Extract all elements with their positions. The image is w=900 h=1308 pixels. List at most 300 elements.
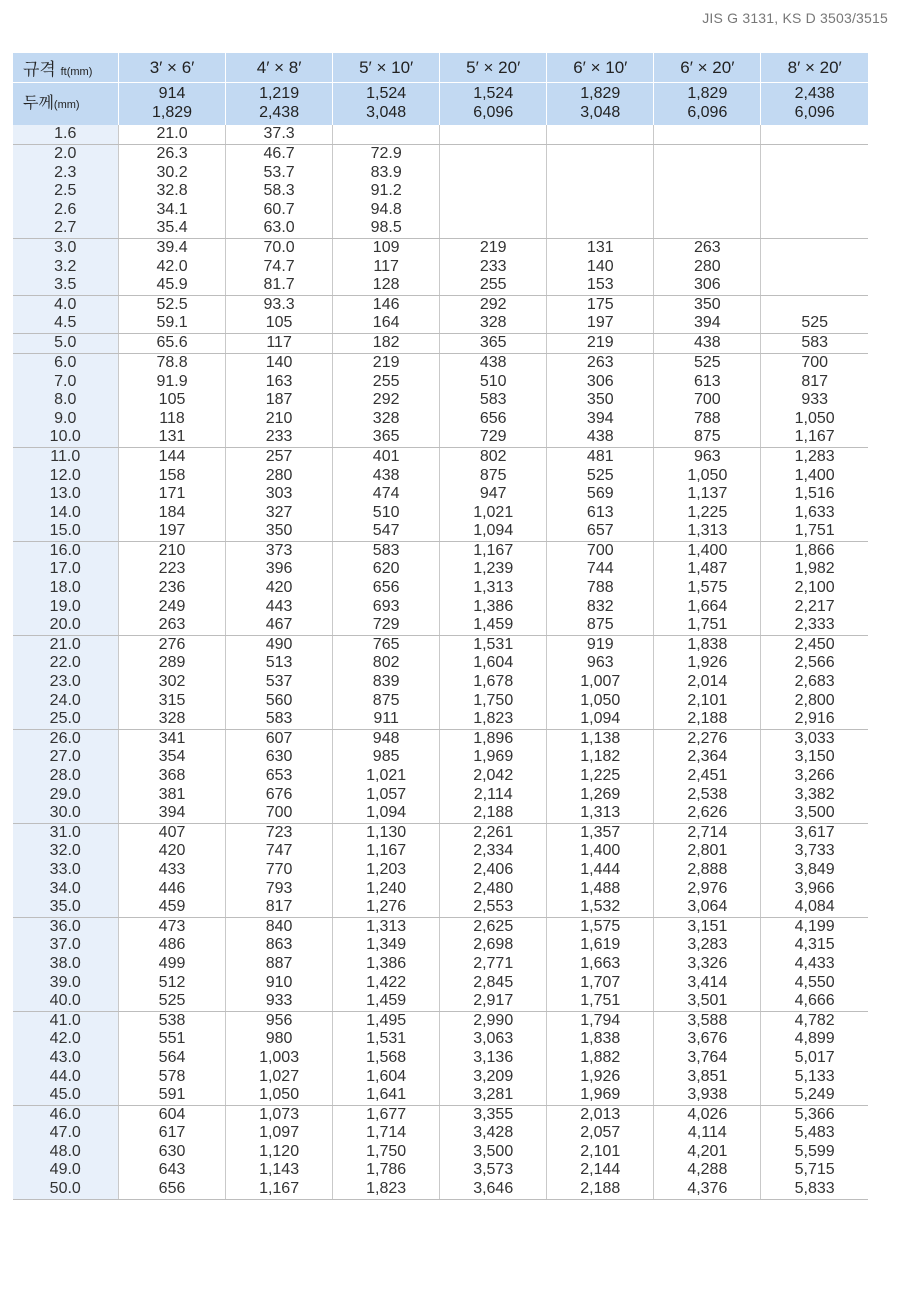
weight-value: 3,063 bbox=[473, 1030, 514, 1048]
column-mm-width: 1,219 bbox=[259, 85, 300, 103]
header-row-sizes bbox=[13, 53, 869, 83]
weight-value: 5,483 bbox=[794, 1124, 835, 1142]
weight-value: 2,188 bbox=[473, 804, 514, 822]
weight-value: 481 bbox=[586, 447, 614, 465]
weight-value: 560 bbox=[265, 691, 293, 709]
weight-value: 30.2 bbox=[156, 163, 188, 181]
weight-value: 1,021 bbox=[366, 767, 407, 784]
thickness-value: 42.0 bbox=[49, 1030, 81, 1048]
weight-value: 2,683 bbox=[794, 673, 835, 691]
thickness-cell bbox=[13, 333, 119, 353]
thickness-cell bbox=[13, 635, 119, 729]
weight-value: 744 bbox=[586, 560, 614, 578]
weight-cell bbox=[440, 333, 547, 353]
weight-value: 257 bbox=[265, 447, 293, 465]
thickness-value: 2.3 bbox=[54, 163, 77, 181]
weight-value: 5,249 bbox=[794, 1086, 835, 1104]
weight-cell bbox=[761, 353, 868, 447]
weight-value: 547 bbox=[372, 522, 400, 540]
weight-cell bbox=[547, 333, 654, 353]
weight-value: 365 bbox=[479, 334, 507, 352]
weight-value: 474 bbox=[372, 485, 400, 503]
weight-value: 276 bbox=[158, 635, 186, 653]
weight-value: 747 bbox=[265, 842, 293, 860]
weight-value: 1,926 bbox=[687, 654, 728, 672]
column-mm-length: 1,829 bbox=[152, 104, 193, 121]
weight-cell bbox=[761, 333, 868, 353]
weight-value: 525 bbox=[693, 353, 721, 371]
weight-value: 60.7 bbox=[263, 200, 295, 218]
weight-cell bbox=[654, 823, 761, 917]
weight-value: 643 bbox=[158, 1161, 186, 1179]
thickness-cell bbox=[13, 541, 119, 635]
weight-value: 1,313 bbox=[687, 522, 728, 540]
weight-value: 2,406 bbox=[473, 860, 514, 878]
weight-value: 4,288 bbox=[687, 1161, 728, 1179]
weight-value: 306 bbox=[586, 372, 614, 390]
weight-value: 1,167 bbox=[473, 541, 514, 559]
weight-value: 4,026 bbox=[687, 1105, 728, 1123]
weight-cell bbox=[226, 635, 333, 729]
weight-cell bbox=[761, 1011, 868, 1105]
thickness-value: 47.0 bbox=[49, 1124, 81, 1142]
weight-cell bbox=[333, 729, 440, 823]
weight-value: 3,428 bbox=[473, 1124, 514, 1142]
column-mm-length: 6,096 bbox=[687, 104, 728, 121]
weight-value: 158 bbox=[158, 466, 186, 484]
weight-cell bbox=[654, 729, 761, 823]
weight-value: 3,355 bbox=[473, 1105, 514, 1123]
weight-cell bbox=[440, 145, 547, 239]
weight-value: 59.1 bbox=[156, 314, 188, 332]
weight-value: 1,838 bbox=[687, 635, 728, 653]
weight-value: 947 bbox=[479, 485, 507, 503]
header-row-mm bbox=[13, 83, 869, 126]
weight-value: 2,888 bbox=[687, 860, 728, 878]
weight-value: 164 bbox=[372, 314, 400, 332]
weight-cell bbox=[440, 447, 547, 541]
weight-value: 1,444 bbox=[580, 860, 621, 878]
column-mm-header bbox=[654, 83, 761, 126]
thickness-value: 34.0 bbox=[49, 879, 81, 897]
weight-value: 128 bbox=[372, 276, 400, 294]
thickness-value: 10.0 bbox=[49, 428, 81, 446]
weight-value: 2,114 bbox=[473, 785, 513, 803]
weight-value: 1,619 bbox=[580, 936, 621, 954]
weight-value: 1,678 bbox=[473, 673, 514, 691]
thickness-cell bbox=[13, 238, 119, 295]
weight-cell bbox=[226, 1011, 333, 1105]
table-row bbox=[13, 1011, 869, 1105]
thickness-unit: (mm) bbox=[53, 98, 80, 111]
weight-value: 839 bbox=[372, 673, 400, 691]
weight-value: 2,845 bbox=[473, 973, 514, 991]
weight-cell bbox=[119, 917, 226, 1011]
column-mm-width: 1,829 bbox=[687, 85, 728, 103]
column-mm-width: 914 bbox=[158, 85, 186, 103]
weight-value: 197 bbox=[586, 314, 614, 332]
weight-value: 1,664 bbox=[687, 597, 728, 615]
weight-value: 105 bbox=[158, 391, 186, 409]
weight-value: 1,349 bbox=[366, 936, 407, 954]
weight-value: 510 bbox=[372, 503, 400, 521]
weight-value: 2,990 bbox=[473, 1011, 514, 1029]
column-size-header: 3′ × 6′ bbox=[119, 53, 226, 83]
spec-label: 규격 bbox=[23, 60, 56, 79]
weight-value: 146 bbox=[372, 295, 400, 313]
weight-value: 53.7 bbox=[263, 163, 295, 181]
weight-value: 219 bbox=[372, 353, 400, 371]
weight-value: 407 bbox=[158, 823, 186, 841]
weight-value: 729 bbox=[372, 616, 400, 634]
weight-cell bbox=[547, 447, 654, 541]
thickness-value: 6.0 bbox=[54, 353, 77, 371]
weight-value: 37.3 bbox=[263, 125, 295, 143]
column-size-header: 4′ × 8′ bbox=[226, 53, 333, 83]
weight-value: 327 bbox=[265, 503, 293, 521]
weight-value: 613 bbox=[693, 372, 721, 390]
thickness-value: 17.0 bbox=[49, 560, 81, 578]
spec-unit: ft(mm) bbox=[60, 66, 93, 78]
weight-value: 1,097 bbox=[259, 1124, 300, 1142]
weight-value: 2,100 bbox=[794, 579, 835, 597]
weight-value: 350 bbox=[265, 522, 293, 540]
weight-value: 653 bbox=[265, 767, 293, 784]
thickness-value: 3.5 bbox=[54, 276, 77, 294]
column-size-header: 6′ × 20′ bbox=[654, 53, 761, 83]
column-mm-length: 3,048 bbox=[366, 104, 407, 121]
weight-value: 2,188 bbox=[687, 710, 728, 728]
weight-cell bbox=[547, 917, 654, 1011]
thickness-value: 1.6 bbox=[54, 125, 77, 143]
weight-cell bbox=[333, 1105, 440, 1199]
weight-value: 3,064 bbox=[687, 898, 728, 916]
weight-value: 1,707 bbox=[580, 973, 621, 991]
column-mm-length: 2,438 bbox=[259, 104, 300, 121]
weight-value: 3,150 bbox=[794, 748, 835, 766]
weight-value: 802 bbox=[372, 654, 400, 672]
thickness-value: 22.0 bbox=[49, 654, 81, 672]
weight-value: 2,333 bbox=[794, 616, 835, 634]
table-body bbox=[13, 125, 869, 1199]
weight-cell bbox=[547, 823, 654, 917]
weight-value: 58.3 bbox=[263, 182, 295, 200]
weight-cell bbox=[119, 447, 226, 541]
weight-value: 2,714 bbox=[687, 823, 728, 841]
thickness-value: 50.0 bbox=[49, 1180, 81, 1198]
weight-cell bbox=[119, 145, 226, 239]
weight-cell bbox=[119, 238, 226, 295]
weight-cell bbox=[440, 917, 547, 1011]
thickness-value: 39.0 bbox=[49, 973, 81, 991]
weight-value: 1,357 bbox=[580, 823, 621, 841]
weight-cell bbox=[761, 823, 868, 917]
weight-cell bbox=[333, 823, 440, 917]
thickness-cell bbox=[13, 447, 119, 541]
weight-value: 4,550 bbox=[794, 973, 835, 991]
thickness-value: 46.0 bbox=[49, 1105, 81, 1123]
weight-cell bbox=[119, 333, 226, 353]
weight-value: 140 bbox=[586, 257, 614, 275]
weight-value: 2,917 bbox=[473, 992, 514, 1010]
weight-cell bbox=[654, 1011, 761, 1105]
weight-cell bbox=[547, 353, 654, 447]
weight-cell bbox=[761, 238, 868, 295]
weight-value: 401 bbox=[372, 447, 400, 465]
weight-value: 770 bbox=[265, 860, 293, 878]
thickness-value: 37.0 bbox=[49, 936, 81, 954]
weight-value: 105 bbox=[265, 314, 293, 332]
weight-value: 1,750 bbox=[473, 691, 514, 709]
weight-cell bbox=[761, 145, 868, 239]
weight-value: 1,838 bbox=[580, 1030, 621, 1048]
weight-value: 153 bbox=[586, 276, 614, 294]
weight-value: 5,715 bbox=[794, 1161, 835, 1179]
weight-value: 117 bbox=[373, 257, 399, 275]
weight-value: 1,167 bbox=[259, 1180, 300, 1198]
weight-cell bbox=[654, 917, 761, 1011]
weight-value: 78.8 bbox=[156, 353, 188, 371]
weight-value: 1,050 bbox=[687, 466, 728, 484]
standard-label: JIS G 3131, KS D 3503/3515 bbox=[702, 10, 888, 26]
weight-value: 1,531 bbox=[473, 635, 514, 653]
weight-value: 210 bbox=[158, 541, 186, 559]
weight-cell bbox=[440, 238, 547, 295]
weight-cell bbox=[333, 541, 440, 635]
weight-value: 591 bbox=[158, 1086, 186, 1104]
weight-value: 4,114 bbox=[687, 1124, 727, 1142]
weight-value: 433 bbox=[158, 860, 186, 878]
weight-value: 1,982 bbox=[794, 560, 835, 578]
weight-value: 875 bbox=[479, 466, 507, 484]
column-mm-length: 6,096 bbox=[473, 104, 514, 121]
weight-value: 109 bbox=[372, 238, 400, 256]
weight-value: 963 bbox=[586, 654, 614, 672]
weight-value: 1,604 bbox=[366, 1067, 407, 1085]
weight-value: 197 bbox=[158, 522, 186, 540]
weight-value: 144 bbox=[158, 447, 186, 465]
weight-value: 91.2 bbox=[370, 182, 402, 200]
weight-value: 219 bbox=[479, 238, 507, 256]
weight-cell bbox=[226, 333, 333, 353]
weight-cell bbox=[654, 353, 761, 447]
weight-value: 1,283 bbox=[794, 447, 835, 465]
weight-cell bbox=[119, 541, 226, 635]
weight-value: 263 bbox=[693, 238, 721, 256]
column-mm-length: 3,048 bbox=[580, 104, 621, 121]
weight-value: 3,966 bbox=[794, 879, 835, 897]
weight-value: 5,133 bbox=[794, 1067, 835, 1085]
weight-value: 1,313 bbox=[366, 917, 407, 935]
table-row bbox=[13, 238, 869, 295]
weight-value: 3,500 bbox=[473, 1142, 514, 1160]
weight-cell bbox=[440, 635, 547, 729]
weight-value: 438 bbox=[586, 428, 614, 446]
weight-value: 1,143 bbox=[259, 1161, 300, 1179]
spec-header bbox=[13, 53, 119, 83]
weight-value: 1,073 bbox=[259, 1105, 300, 1123]
weight-value: 2,334 bbox=[473, 842, 514, 860]
weight-value: 306 bbox=[693, 276, 721, 294]
weight-value: 486 bbox=[158, 936, 186, 954]
weight-value: 583 bbox=[265, 710, 293, 728]
thickness-value: 11.0 bbox=[50, 447, 81, 465]
weight-value: 3,382 bbox=[794, 785, 835, 803]
weight-value: 131 bbox=[158, 428, 186, 446]
weight-value: 1,003 bbox=[259, 1048, 300, 1066]
column-size-header: 6′ × 10′ bbox=[547, 53, 654, 83]
thickness-value: 43.0 bbox=[49, 1048, 81, 1066]
weight-cell bbox=[333, 145, 440, 239]
weight-value: 3,266 bbox=[794, 767, 835, 784]
thickness-value: 29.0 bbox=[49, 785, 81, 803]
weight-value: 1,531 bbox=[366, 1030, 407, 1048]
weight-value: 2,144 bbox=[580, 1161, 621, 1179]
table-row bbox=[13, 1105, 869, 1199]
weight-value: 4,376 bbox=[687, 1180, 728, 1198]
thickness-cell bbox=[13, 1105, 119, 1199]
weight-cell bbox=[119, 295, 226, 333]
weight-cell bbox=[761, 295, 868, 333]
weight-value: 3,851 bbox=[687, 1067, 728, 1085]
column-mm-width: 2,438 bbox=[794, 85, 835, 103]
weight-value: 1,896 bbox=[473, 729, 514, 747]
thickness-value: 36.0 bbox=[49, 917, 81, 935]
weight-value: 1,057 bbox=[366, 785, 407, 803]
column-size-header: 8′ × 20′ bbox=[761, 53, 868, 83]
weight-value: 5,366 bbox=[794, 1105, 835, 1123]
weight-value: 656 bbox=[479, 409, 507, 427]
weight-value: 604 bbox=[158, 1105, 186, 1123]
weight-value: 2,916 bbox=[794, 710, 835, 728]
weight-value: 1,386 bbox=[473, 597, 514, 615]
weight-value: 2,261 bbox=[473, 823, 514, 841]
weight-cell bbox=[119, 125, 226, 145]
weight-value: 2,538 bbox=[687, 785, 728, 803]
thickness-value: 26.0 bbox=[49, 729, 81, 747]
weight-cell bbox=[654, 1105, 761, 1199]
thickness-value: 27.0 bbox=[49, 748, 81, 766]
weight-cell bbox=[440, 125, 547, 145]
column-mm-header bbox=[440, 83, 547, 126]
thickness-header bbox=[13, 83, 119, 126]
weight-value: 3,501 bbox=[687, 992, 728, 1010]
weight-value: 4,666 bbox=[794, 992, 835, 1010]
weight-value: 802 bbox=[479, 447, 507, 465]
weight-value: 63.0 bbox=[263, 219, 295, 237]
weight-value: 42.0 bbox=[156, 257, 188, 275]
weight-value: 249 bbox=[158, 597, 186, 615]
thickness-value: 2.5 bbox=[54, 182, 77, 200]
weight-value: 35.4 bbox=[156, 219, 188, 237]
weight-value: 315 bbox=[158, 691, 186, 709]
weight-value: 1,050 bbox=[259, 1086, 300, 1104]
weight-cell bbox=[333, 125, 440, 145]
weight-value: 2,101 bbox=[687, 691, 728, 709]
weight-value: 302 bbox=[158, 673, 186, 691]
thickness-value: 19.0 bbox=[49, 597, 81, 615]
column-mm-header bbox=[547, 83, 654, 126]
thickness-label: 두께 bbox=[23, 94, 54, 112]
weight-cell bbox=[226, 1105, 333, 1199]
weight-value: 5,599 bbox=[794, 1142, 835, 1160]
weight-value: 1,386 bbox=[366, 954, 407, 972]
weight-value: 911 bbox=[373, 710, 399, 728]
weight-value: 1,138 bbox=[580, 729, 621, 747]
thickness-cell bbox=[13, 295, 119, 333]
weight-cell bbox=[654, 447, 761, 541]
weight-value: 2,976 bbox=[687, 879, 728, 897]
weight-value: 1,276 bbox=[366, 898, 407, 916]
weight-value: 1,714 bbox=[366, 1124, 407, 1142]
table-row bbox=[13, 635, 869, 729]
weight-value: 3,676 bbox=[687, 1030, 728, 1048]
weight-cell bbox=[440, 541, 547, 635]
table-header bbox=[13, 53, 869, 125]
weight-cell bbox=[440, 295, 547, 333]
weight-cell bbox=[761, 125, 868, 145]
weight-value: 394 bbox=[158, 804, 186, 822]
weight-value: 3,646 bbox=[473, 1180, 514, 1198]
thickness-value: 3.2 bbox=[54, 257, 77, 275]
weight-value: 793 bbox=[265, 879, 293, 897]
weight-value: 2,057 bbox=[580, 1124, 621, 1142]
thickness-cell bbox=[13, 917, 119, 1011]
weight-value: 26.3 bbox=[156, 145, 188, 162]
weight-value: 3,281 bbox=[473, 1086, 514, 1104]
thickness-value: 12.0 bbox=[49, 466, 81, 484]
weight-value: 83.9 bbox=[370, 163, 402, 181]
weight-value: 2,217 bbox=[794, 597, 835, 615]
weight-value: 255 bbox=[479, 276, 507, 294]
weight-value: 1,926 bbox=[580, 1067, 621, 1085]
weight-value: 1,240 bbox=[366, 879, 407, 897]
weight-value: 210 bbox=[265, 409, 293, 427]
weight-value: 52.5 bbox=[156, 295, 188, 313]
weight-value: 70.0 bbox=[263, 238, 295, 256]
weight-value: 1,313 bbox=[473, 579, 514, 597]
weight-value: 607 bbox=[265, 729, 293, 747]
weight-value: 3,617 bbox=[794, 823, 835, 841]
thickness-value: 3.0 bbox=[54, 238, 77, 256]
weight-value: 613 bbox=[586, 503, 614, 521]
weight-value: 538 bbox=[158, 1011, 186, 1029]
weight-value: 676 bbox=[265, 785, 293, 803]
weight-value: 617 bbox=[158, 1124, 186, 1142]
weight-value: 459 bbox=[158, 898, 186, 916]
thickness-value: 28.0 bbox=[49, 767, 81, 784]
thickness-value: 2.7 bbox=[54, 219, 77, 237]
weight-cell bbox=[333, 1011, 440, 1105]
thickness-cell bbox=[13, 125, 119, 145]
weight-cell bbox=[440, 823, 547, 917]
weight-value: 1,400 bbox=[687, 541, 728, 559]
weight-value: 4,199 bbox=[794, 917, 835, 935]
weight-value: 446 bbox=[158, 879, 186, 897]
weight-value: 1,495 bbox=[366, 1011, 407, 1029]
weight-value: 583 bbox=[801, 334, 829, 352]
weight-value: 1,663 bbox=[580, 954, 621, 972]
weight-value: 887 bbox=[265, 954, 293, 972]
weight-value: 182 bbox=[372, 334, 400, 352]
weight-value: 1,786 bbox=[366, 1161, 407, 1179]
weight-value: 1,794 bbox=[580, 1011, 621, 1029]
thickness-value: 5.0 bbox=[54, 334, 77, 352]
weight-value: 863 bbox=[265, 936, 293, 954]
weight-value: 2,698 bbox=[473, 936, 514, 954]
weight-cell bbox=[333, 917, 440, 1011]
weight-value: 956 bbox=[265, 1011, 293, 1029]
